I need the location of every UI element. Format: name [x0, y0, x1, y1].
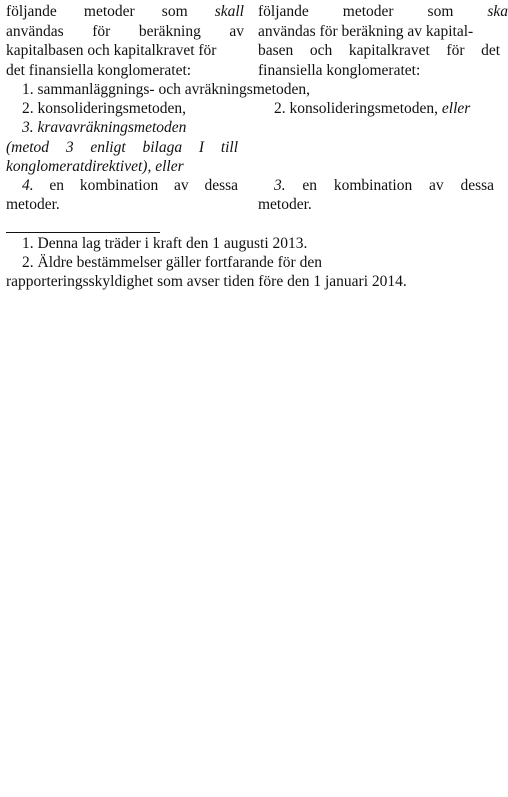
word: för — [92, 22, 111, 40]
left-item-3-line-1: 3. kravavräkningsmetoden — [22, 119, 187, 136]
left-item-4-number: 4. — [22, 177, 34, 194]
word: det — [481, 42, 501, 59]
word: som — [427, 3, 454, 20]
word: dessa — [460, 177, 495, 194]
word: (metod — [6, 139, 50, 156]
word: dessa — [204, 177, 239, 194]
word: enligt — [90, 139, 126, 156]
word: för — [446, 42, 465, 59]
word: av — [429, 177, 444, 194]
word: metoder — [342, 3, 394, 20]
right-line-3 — [258, 41, 500, 61]
word: 3 — [65, 139, 74, 156]
word: kapitalkravet — [348, 42, 430, 59]
word: av — [229, 22, 245, 40]
word: en — [49, 177, 65, 194]
word: följande — [6, 3, 57, 20]
word: metoder — [83, 3, 135, 20]
left-line-1 — [6, 2, 244, 22]
left-line-4: det finansiella konglomeratet: — [6, 61, 192, 79]
word: bilaga — [142, 139, 183, 156]
shared-item-1: 1. sammanläggnings- och avräkningsmetoden, — [22, 81, 310, 98]
word: beräkning — [138, 22, 201, 40]
left-item-4-line-1 — [6, 176, 238, 196]
word: till — [220, 139, 239, 156]
transitional-note-2-line-2: rapporteringsskyldighet som avser tiden före den 1 januari 2014. — [6, 273, 407, 290]
right-item-3-line-1 — [258, 176, 494, 196]
left-line-2 — [6, 22, 244, 42]
word: I — [198, 139, 205, 156]
word: basen — [258, 42, 294, 59]
right-item-3-words — [258, 176, 494, 196]
word: ska — [487, 3, 508, 20]
left-item-3-line-3: konglomeratdirektivet), eller — [6, 158, 184, 175]
left-item-3-line-2-words — [6, 138, 238, 158]
word: kombination — [333, 177, 413, 194]
left-item-4-words — [6, 176, 238, 196]
right-item-3-number: 3. — [274, 177, 286, 194]
left-column — [6, 2, 244, 80]
left-line-3: kapitalbasen och kapitalkravet för — [6, 42, 217, 59]
right-line-2: användas för beräkning av kapital- — [258, 22, 474, 40]
right-item-2-text: 2. konsolideringsmetoden, — [274, 100, 439, 117]
right-item-2 — [274, 99, 470, 119]
right-line-4: finansiella konglomeratet: — [258, 61, 421, 79]
word: kombination — [79, 177, 159, 194]
left-item-4-line-2: metoder. — [6, 196, 60, 213]
right-line-1 — [258, 2, 508, 22]
right-item-2-italic: eller — [441, 100, 471, 117]
left-item-3-line-2 — [6, 138, 238, 158]
transitional-note-2-line-1: 2. Äldre bestämmelser gäller fortfarande för den — [22, 254, 322, 271]
word: och — [309, 42, 333, 59]
left-item-2: 2. konsolideringsmetoden, — [22, 100, 187, 117]
right-column — [258, 2, 508, 80]
word: en — [302, 177, 318, 194]
word: av — [174, 177, 189, 194]
word: skall — [214, 3, 244, 20]
word: som — [161, 3, 188, 20]
word: användas — [6, 22, 64, 40]
right-item-3-line-2: metoder. — [258, 196, 312, 213]
separator-rule — [6, 232, 160, 233]
word: följande — [258, 3, 309, 20]
transitional-note-1: 1. Denna lag träder i kraft den 1 augusti 2013. — [22, 235, 308, 252]
